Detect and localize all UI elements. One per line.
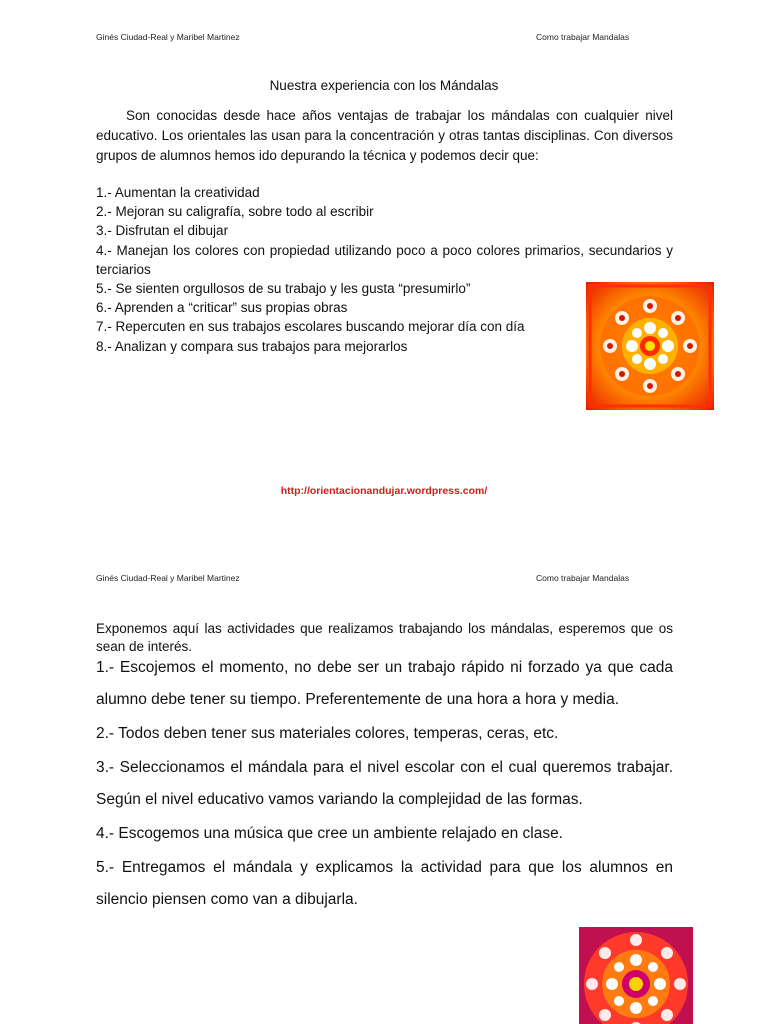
intro-paragraph: Son conocidas desde hace años ventajas de trabajar los mándalas con cualquier nivel educativo. Los orientales las usan para la concentración y otras tantas disciplinas. Con diversos grupos de alumnos hemos ido depurando la técnica y podemos decir que: [96,108,673,163]
list-item: 6.- Aprenden a “criticar” sus propias obras [96,300,348,316]
list-item: 3.- Seleccionamos el mándala para el nivel escolar con el cual queremos trabajar. Según el nivel educativo vamos variando la complejidad de las formas. [96,759,673,808]
list-item: 5.- Entregamos el mándala y explicamos la actividad para que los alumnos en silencio piensen como van a dibujarla. [96,859,673,908]
list-item: 4.- Manejan los colores con propiedad utilizando poco a poco colores primarios, secundarios y terciarios [96,242,673,277]
header-author-page2: Ginés Ciudad-Real y Maribel Martinez [96,573,240,583]
page-title: Nuestra experiencia con los Mándalas [269,78,499,93]
list-item: 4.- Escogemos una música que cree un ambiente relajado en clase. [96,825,563,842]
header-author: Ginés Ciudad-Real y Maribel Martinez [96,32,240,42]
activities-list [96,652,673,918]
list-item: 3.- Disfrutan el dibujar [96,223,229,239]
list-item: 1.- Escojemos el momento, no debe ser un trabajo rápido ni forzado ya que cada alumno debe tener su tiempo. Preferentemente de una hora a hora y media. [96,659,673,708]
list-item: 7.- Repercuten en sus trabajos escolares buscando mejorar día con día [96,319,525,335]
activities-intro: Exponemos aquí las actividades que realizamos trabajando los mándalas, esperemos que os sean de interés. [96,621,673,654]
mandala-image-2 [579,927,693,1024]
list-item: 1.- Aumentan la creatividad [96,185,260,200]
mandala-image [586,282,714,410]
list-item: 2.- Mejoran su caligrafía, sobre todo al escribir [96,204,374,220]
header-title: Como trabajar Mandalas [536,32,630,42]
blog-link[interactable]: http://orientacionandujar.wordpress.com/ [280,485,488,497]
header-title-page2: Como trabajar Mandalas [536,573,630,583]
list-item: 2.- Todos deben tener sus materiales colores, temperas, ceras, etc. [96,725,559,742]
list-item: 5.- Se sienten orgullosos de su trabajo y les gusta “presumirlo” [96,281,471,297]
list-item: 8.- Analizan y compara sus trabajos para mejorarlos [96,338,408,354]
